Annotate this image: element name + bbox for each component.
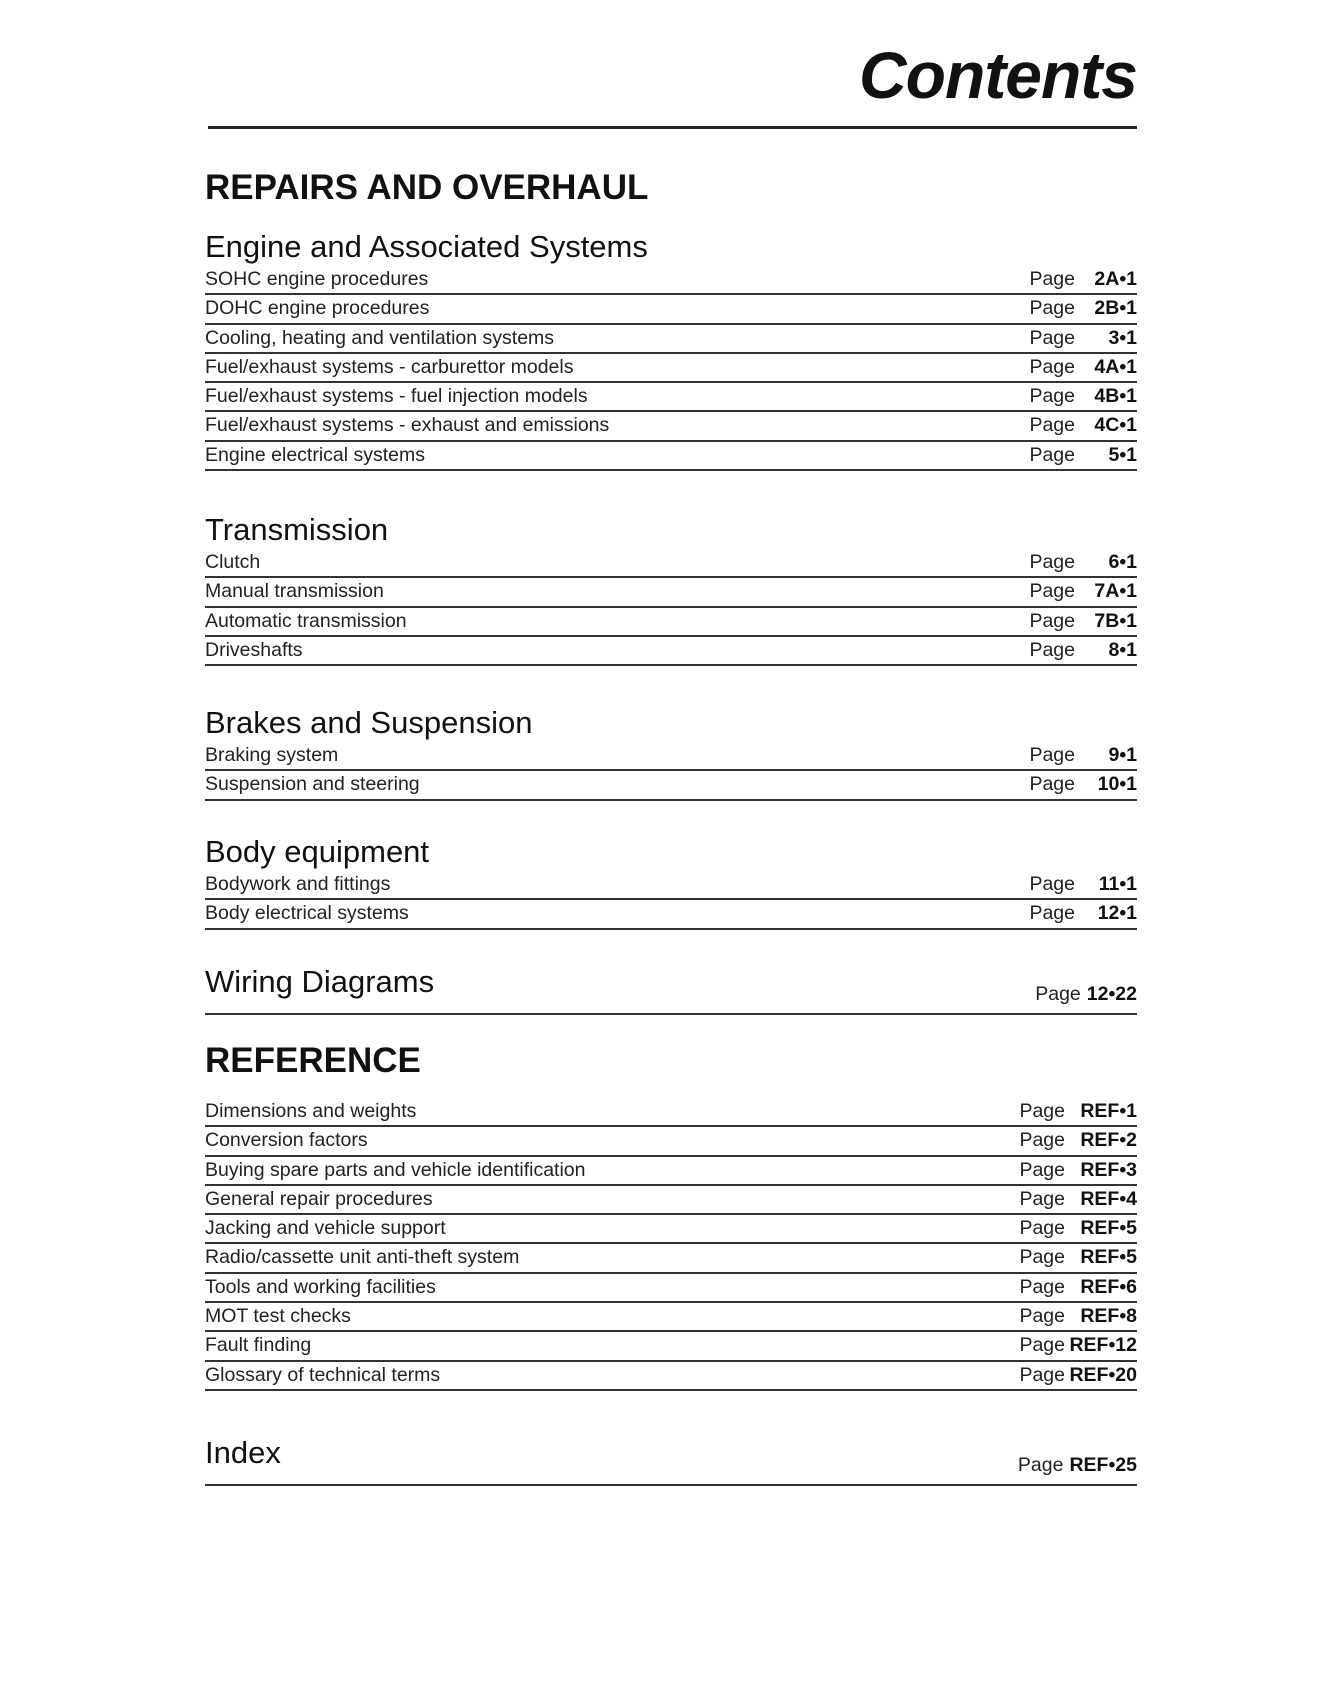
page-word: Page (1029, 902, 1075, 925)
page-number: REF•3 (1080, 1158, 1137, 1181)
toc-page-ref (1029, 327, 1137, 350)
toc-row-index[interactable] (205, 1434, 1137, 1486)
toc-page-ref (1029, 744, 1137, 767)
page-number: REF•5 (1080, 1246, 1137, 1269)
page-number: 7B•1 (1094, 609, 1137, 632)
toc-page-ref (1029, 356, 1137, 379)
toc-label: Conversion factors (205, 1129, 368, 1152)
toc-row[interactable] (205, 771, 1137, 800)
page-number: 7A•1 (1094, 580, 1137, 603)
page-word: Page (1019, 1246, 1065, 1269)
page-word: Page (1017, 1454, 1064, 1476)
toc-row[interactable] (205, 742, 1137, 771)
page-number: 8•1 (1108, 638, 1137, 661)
toc-row[interactable] (205, 354, 1137, 383)
toc-page-ref (1029, 902, 1137, 925)
group-title: Body equipment (205, 834, 430, 869)
toc-label: Clutch (205, 551, 261, 573)
toc-label: Driveshafts (205, 638, 303, 661)
toc-row[interactable] (205, 637, 1137, 666)
toc-label: General repair procedures (205, 1187, 433, 1210)
page-number: REF•6 (1080, 1275, 1137, 1298)
toc-label: Suspension and steering (205, 773, 420, 796)
page-word: Page (1029, 355, 1075, 378)
toc-row[interactable] (205, 578, 1137, 607)
toc-page-ref (1019, 1246, 1137, 1269)
toc-row[interactable] (205, 900, 1137, 929)
toc-page-ref (1019, 1100, 1137, 1123)
toc-page-ref (1035, 983, 1137, 1006)
page-number: REF•25 (1069, 1454, 1137, 1476)
toc-label: Engine electrical systems (205, 443, 426, 466)
page-word: Page (1029, 773, 1075, 796)
page-number: 4C•1 (1094, 414, 1137, 437)
toc-page-ref (1029, 639, 1137, 662)
page-word: Page (1019, 1305, 1065, 1328)
toc-page-ref (1029, 414, 1137, 437)
toc-row[interactable] (205, 266, 1137, 295)
page-word: Page (1029, 443, 1075, 466)
toc-label: Fuel/exhaust systems - fuel injection models (205, 385, 588, 408)
page-number: 5•1 (1108, 443, 1137, 466)
page-number: 12•22 (1086, 983, 1137, 1005)
reference-heading: REFERENCE (205, 1041, 421, 1080)
toc-label: Buying spare parts and vehicle identification (205, 1158, 586, 1181)
toc-row[interactable] (205, 1274, 1137, 1303)
page-word: Page (1029, 638, 1075, 661)
toc-row[interactable] (205, 295, 1137, 324)
group-brakes (205, 704, 1137, 801)
page-title: Contents (859, 38, 1137, 112)
page-number: 10•1 (1097, 773, 1137, 796)
toc-label: Manual transmission (205, 580, 384, 603)
toc-page-ref (1018, 1454, 1137, 1477)
toc-page-ref (1029, 873, 1137, 896)
page-word: Page (1019, 1187, 1065, 1210)
toc-row[interactable] (205, 1186, 1137, 1215)
toc-row[interactable] (205, 383, 1137, 412)
toc-label: Radio/cassette unit anti-theft system (205, 1246, 520, 1269)
page-word: Page (1019, 1363, 1065, 1386)
toc-label: SOHC engine procedures (205, 268, 429, 290)
toc-page-ref (1019, 1364, 1137, 1387)
toc-row[interactable] (205, 442, 1137, 471)
group-title: Transmission (205, 512, 389, 547)
toc-row[interactable] (205, 1303, 1137, 1332)
toc-label: Cooling, heating and ventilation systems (205, 326, 555, 349)
toc-page-ref (1019, 1217, 1137, 1240)
toc-label: Fault finding (205, 1334, 312, 1357)
toc-row[interactable] (205, 325, 1137, 354)
toc-row[interactable] (205, 1244, 1137, 1273)
toc-label: Automatic transmission (205, 609, 407, 632)
toc-page-ref (1019, 1334, 1137, 1357)
page-word: Page (1029, 414, 1075, 437)
toc-label: MOT test checks (205, 1305, 351, 1328)
page-number: 12•1 (1097, 902, 1137, 925)
page-number: REF•1 (1080, 1100, 1137, 1122)
toc-page-ref (1019, 1305, 1137, 1328)
page-word: Page (1029, 551, 1075, 573)
toc-page-ref (1029, 385, 1137, 408)
toc-label: DOHC engine procedures (205, 297, 430, 320)
page-word: Page (1029, 744, 1075, 766)
page-word: Page (1029, 268, 1075, 290)
toc-label: Body electrical systems (205, 902, 409, 925)
toc-page-ref (1019, 1276, 1137, 1299)
toc-row[interactable] (205, 1127, 1137, 1156)
toc-row[interactable] (205, 1098, 1137, 1127)
group-reference (205, 1098, 1137, 1391)
page-word: Page (1029, 609, 1075, 632)
page-word: Page (1019, 1158, 1065, 1181)
toc-row[interactable] (205, 1215, 1137, 1244)
page-number: 6•1 (1108, 551, 1137, 573)
page-word: Page (1029, 385, 1075, 408)
toc-row[interactable] (205, 608, 1137, 637)
page-number: 2B•1 (1094, 297, 1137, 320)
page-word: Page (1029, 873, 1075, 895)
page-word: Page (1029, 580, 1075, 603)
toc-page-ref (1029, 773, 1137, 796)
toc-page-ref (1029, 551, 1137, 574)
toc-row[interactable] (205, 1157, 1137, 1186)
page-word: Page (1019, 1275, 1065, 1298)
toc-page-ref (1029, 297, 1137, 320)
toc-page-ref (1029, 268, 1137, 291)
page-word: Page (1019, 1334, 1065, 1357)
toc-label: Fuel/exhaust systems - carburettor models (205, 355, 574, 378)
page-number: REF•12 (1069, 1334, 1137, 1357)
toc-label: Tools and working facilities (205, 1275, 436, 1298)
page-word: Page (1035, 983, 1081, 1005)
toc-page-ref (1029, 444, 1137, 467)
page-number: 3•1 (1108, 326, 1137, 349)
toc-row[interactable] (205, 871, 1137, 900)
group-body (205, 833, 1137, 930)
toc-row[interactable] (205, 549, 1137, 578)
toc-row[interactable] (205, 1362, 1137, 1391)
page-number: 9•1 (1108, 744, 1137, 766)
page-word: Page (1019, 1129, 1065, 1152)
page-number: REF•5 (1080, 1217, 1137, 1240)
page-number: REF•8 (1080, 1305, 1137, 1328)
group-title: Wiring Diagrams (205, 964, 435, 999)
toc-label: Fuel/exhaust systems - exhaust and emissions (205, 414, 610, 437)
page-word: Page (1029, 297, 1075, 320)
page-number: 2A•1 (1094, 268, 1137, 290)
page-number: 11•1 (1098, 873, 1137, 895)
toc-row[interactable] (205, 412, 1137, 441)
group-engine (205, 228, 1137, 471)
page-number: 4B•1 (1094, 385, 1137, 408)
toc-page-ref (1029, 580, 1137, 603)
group-title: Brakes and Suspension (205, 705, 533, 740)
page-number: REF•4 (1080, 1187, 1137, 1210)
toc-page-ref (1019, 1159, 1137, 1182)
title-divider (208, 126, 1137, 129)
page-number: REF•20 (1069, 1363, 1137, 1386)
toc-label: Bodywork and fittings (205, 873, 391, 895)
page-word: Page (1019, 1100, 1065, 1122)
page-number: REF•2 (1080, 1129, 1137, 1152)
toc-page-ref (1029, 610, 1137, 633)
repairs-heading: REPAIRS AND OVERHAUL (205, 168, 649, 207)
toc-row[interactable] (205, 1332, 1137, 1361)
toc-row-wiring[interactable] (205, 963, 1137, 1015)
toc-label: Braking system (205, 744, 339, 766)
page-word: Page (1029, 326, 1075, 349)
group-title: Engine and Associated Systems (205, 229, 648, 264)
toc-label: Jacking and vehicle support (205, 1217, 446, 1240)
toc-page-ref (1019, 1188, 1137, 1211)
toc-page-ref (1019, 1129, 1137, 1152)
toc-label: Dimensions and weights (205, 1100, 417, 1122)
toc-label: Glossary of technical terms (205, 1363, 441, 1386)
page-word: Page (1019, 1217, 1065, 1240)
group-transmission (205, 511, 1137, 666)
page-number: 4A•1 (1094, 355, 1137, 378)
group-title: Index (205, 1435, 281, 1470)
